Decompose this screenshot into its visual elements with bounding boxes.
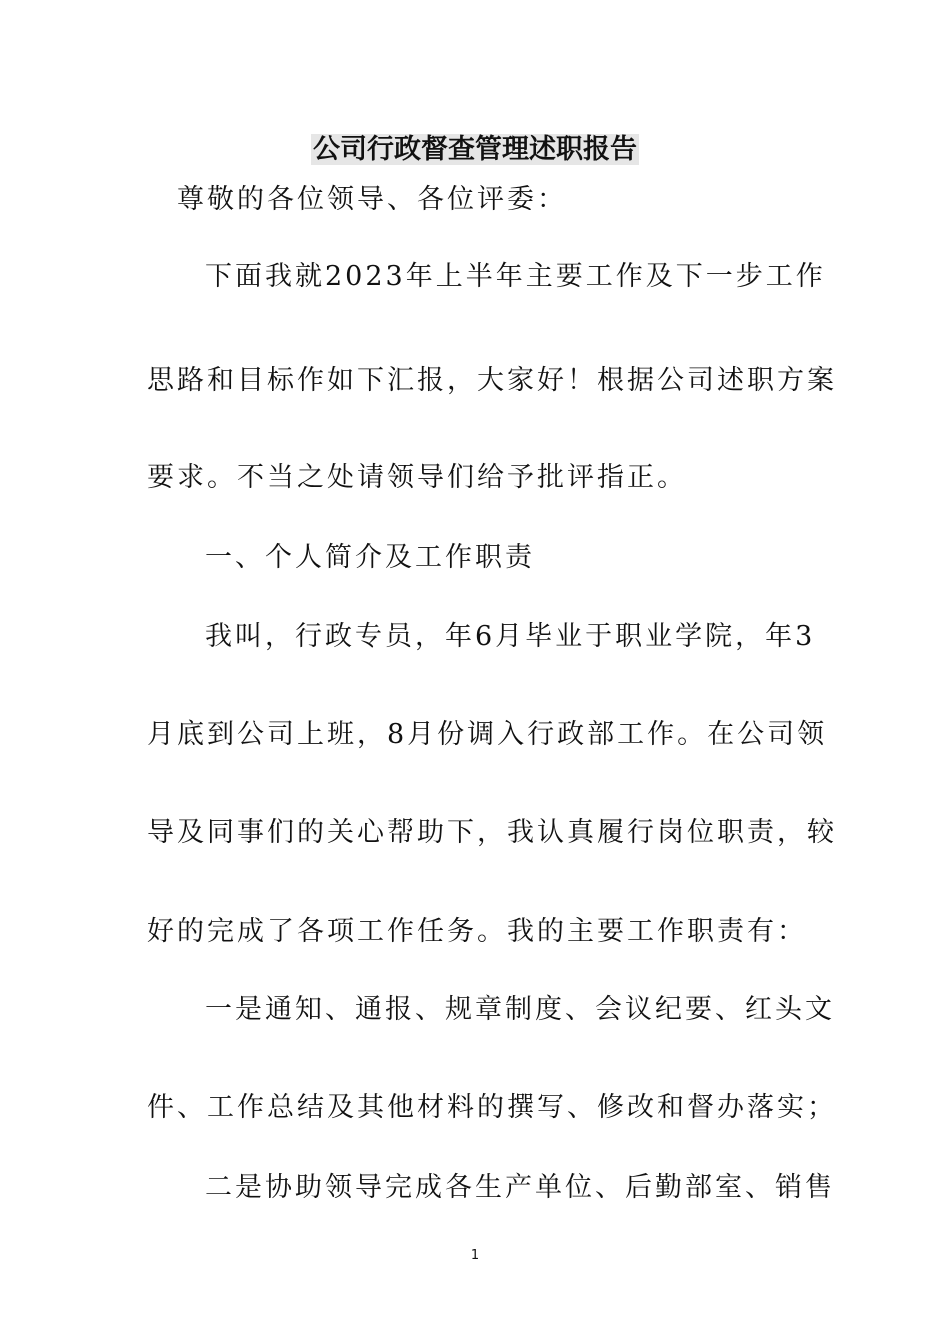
document-title — [0, 130, 950, 170]
paragraph-line: 思路和目标作如下汇报，大家好！根据公司述职方案 — [147, 365, 837, 396]
document-title-text: 公司行政督查管理述职报告 — [313, 134, 637, 165]
paragraph-line: 二是协助领导完成各生产单位、后勤部室、销售 — [205, 1172, 835, 1203]
paragraph-line: 导及同事们的关心帮助下，我认真履行岗位职责，较 — [147, 817, 837, 848]
page-number: 1 — [470, 1248, 480, 1263]
section-heading: 一、个人简介及工作职责 — [205, 542, 535, 573]
paragraph-line: 下面我就2023年上半年主要工作及下一步工作 — [205, 261, 826, 292]
paragraph-line: 一是通知、通报、规章制度、会议纪要、红头文 — [205, 994, 835, 1025]
paragraph-line: 好的完成了各项工作任务。我的主要工作职责有： — [147, 916, 807, 947]
paragraph-line: 我叫，行政专员，年6月毕业于职业学院，年3 — [205, 621, 816, 652]
paragraph-line: 件、工作总结及其他材料的撰写、修改和督办落实； — [147, 1092, 837, 1123]
salutation-line: 尊敬的各位领导、各位评委： — [177, 184, 567, 215]
paragraph-line: 要求。不当之处请领导们给予批评指正。 — [147, 462, 687, 493]
paragraph-line: 月底到公司上班，8月份调入行政部工作。在公司领 — [147, 719, 828, 750]
